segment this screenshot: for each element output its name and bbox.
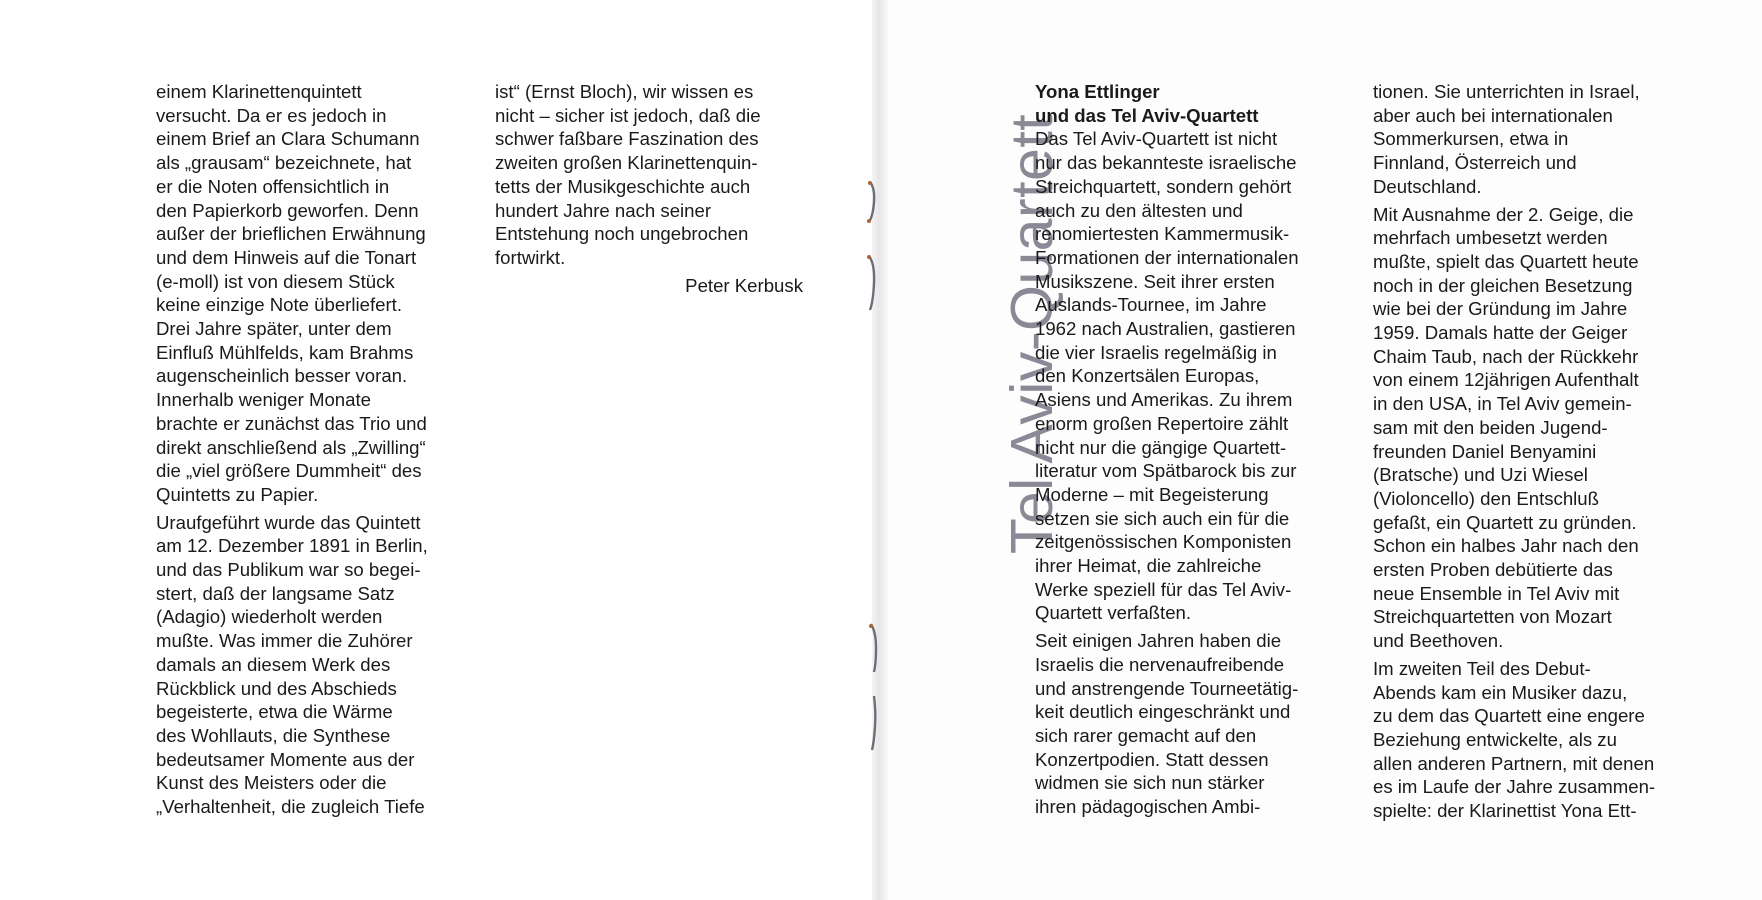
section-title-text: Tel Aviv-Quartett	[999, 113, 1065, 555]
paragraph: ist“ (Ernst Bloch), wir wissen es nicht – sicher ist jedoch, daß die schwer faßbare Faszination des zweiten großen Klarinettenquin- tetts der Musikgeschichte auch hundert Jahre nach seiner Entstehung noch ungebrochen fortwirkt.	[495, 81, 761, 268]
paragraph: tionen. Sie unterrichten in Israel, aber auch bei internationalen Sommerkursen, etwa in Finnland, Österreich und Deutschland.	[1373, 81, 1640, 197]
text-column-4	[1373, 80, 1655, 823]
paragraph: Das Tel Aviv-Quartett ist nicht nur das bekannteste israelische Streichquartett, sondern gehört auch zu den ältesten und renomiertesten Kammermusik- Formationen der internationalen Musikszene. Seit ihrer ersten Auslands-Tournee, im Jahre 1962 nach Australien, gastieren die vier Israelis regelmäßig in den Konzertsälen Europas, Asiens und Amerikas. Zu ihrem enorm großen Repertoire zählt nicht nur die gängige Quartett- literatur vom Spätbarock bis zur Moderne – mit Begeisterung setzen sie sich auch ein für die zeitgenössischen Komponisten ihrer Heimat, die zahlreiche Werke speziell für das Tel Aviv- Quartett verfaßten.	[1035, 128, 1299, 624]
staple-icon	[866, 254, 876, 312]
booklet-gutter	[872, 0, 888, 900]
text-column-1	[156, 80, 428, 819]
paragraph: Uraufgeführt wurde das Quintett am 12. Dezember 1891 in Berlin, und das Publikum war so begei- stert, daß der langsame Satz (Adagio) wiederholt werden mußte. Was immer die Zuhörer damals an diesem Werk des Rückblick und des Abschieds begeisterte, etwa die Wärme des Wohllauts, die Synthese bedeutsamer Momente aus der Kunst des Meisters oder die „Verhaltenheit, die zugleich Tiefe	[156, 511, 428, 818]
paragraph: Seit einigen Jahren haben die Israelis die nervenaufreibende und anstrengende Tourneetätig- keit deutlich eingeschränkt und sich rarer gemacht auf den Konzertpodien. Statt dessen widmen sie sich nun stärker ihren pädagogischen Ambi-	[1035, 630, 1299, 818]
author-signature: Peter Kerbusk	[685, 274, 803, 296]
paragraph: einem Klarinettenquintett versucht. Da er es jedoch in einem Brief an Clara Schumann als „grausam“ bezeichnete, hat er die Noten offensichtlich in den Papierkorb geworfen. Denn außer der brieflichen Erwähnung und dem Hinweis auf die Tonart (e-moll) ist von diesem Stück keine einzige Note überliefert. Drei Jahre später, unter dem Einfluß Mühlfelds, kam Brahms augenscheinlich besser voran. Innerhalb weniger Monate brachte er zunächst das Trio und direkt anschließend als „Zwilling“ die „viel größere Dummheit“ des Quintetts zu Papier.	[156, 81, 427, 505]
text-column-3	[1035, 80, 1299, 819]
text-column-2	[495, 80, 803, 297]
staple-icon	[866, 180, 876, 224]
staple-icon	[868, 622, 878, 674]
paragraph: Mit Ausnahme der 2. Geige, die mehrfach umbesetzt werden mußte, spielt das Quartett heute noch in der gleichen Besetzung wie bei der Gründung im Jahre 1959. Damals hatte der Geiger Chaim Taub, nach der Rückkehr von einem 12jährigen Aufenthalt in den USA, in Tel Aviv gemein- sam mit den beiden Jugend- freunden Daniel Benyamini (Bratsche) und Uzi Wiesel (Violoncello) den Entschluß gefaßt, ein Quartett zu gründen. Schon ein halbes Jahr nach den ersten Proben debütierte das neue Ensemble in Tel Aviv mit Streichquartetten von Mozart und Beethoven.	[1373, 203, 1639, 652]
staple-icon	[868, 694, 878, 752]
section-heading: Yona Ettlinger und das Tel Aviv-Quartett	[1035, 81, 1259, 126]
paragraph: Im zweiten Teil des Debut- Abends kam ein Musiker dazu, zu dem das Quartett eine engere Beziehung entwickelte, als zu allen anderen Partnern, mit denen es im Laufe der Jahre zusammen- spielte: der Klarinettist Yona Ett-	[1373, 657, 1656, 822]
